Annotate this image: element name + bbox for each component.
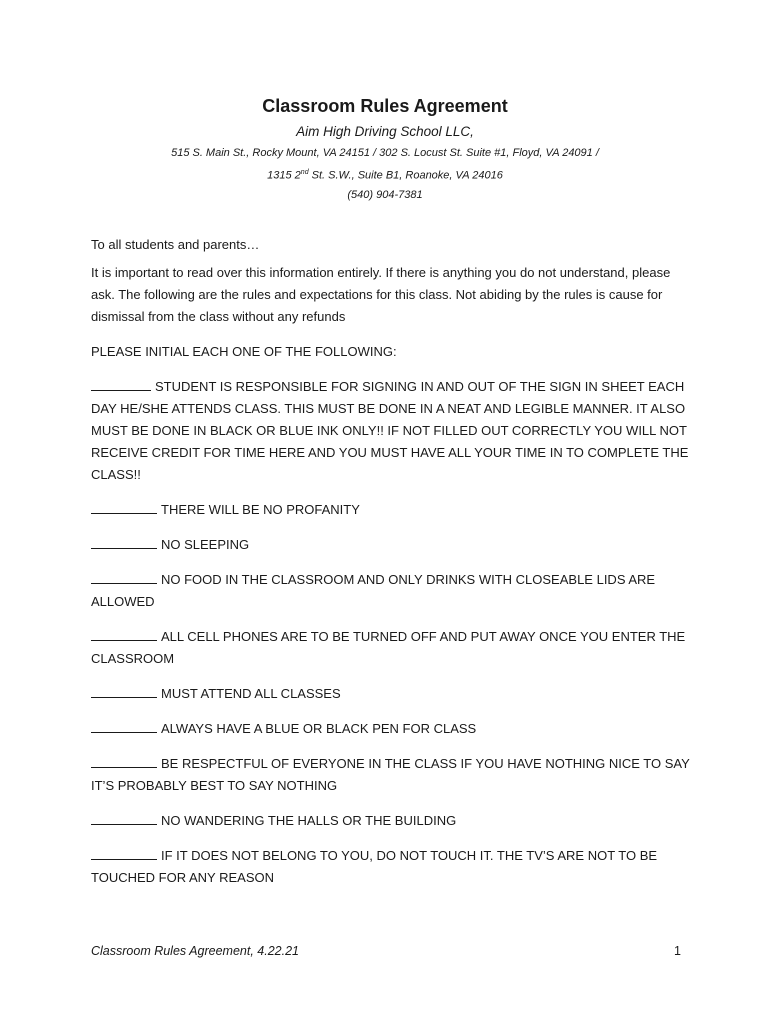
rule-item-cell-phones bbox=[91, 626, 691, 670]
initial-blank[interactable] bbox=[91, 812, 157, 825]
document-header bbox=[0, 94, 770, 205]
rule-item-profanity bbox=[91, 499, 691, 521]
intro-paragraph: It is important to read over this information entirely. If there is anything you do not understand, please ask. The following are the rules and expectations for this class. Not abiding by the rules is cause for dismissal from the class without any refunds bbox=[91, 265, 671, 324]
rule-text: NO WANDERING THE HALLS OR THE BUILDING bbox=[161, 813, 457, 828]
address-line-2 bbox=[0, 163, 770, 186]
page-number: 1 bbox=[674, 944, 681, 958]
page-footer bbox=[91, 942, 681, 960]
rule-text: IF IT DOES NOT BELONG TO YOU, DO NOT TOUCH IT. THE TV’S ARE NOT TO BE TOUCHED FOR ANY REASON bbox=[91, 848, 658, 885]
rule-text: NO FOOD IN THE CLASSROOM AND ONLY DRINKS WITH CLOSEABLE LIDS ARE ALLOWED bbox=[91, 572, 656, 609]
document-body bbox=[91, 234, 691, 902]
rule-item-sign-in bbox=[91, 376, 691, 486]
greeting: To all students and parents… bbox=[91, 237, 260, 252]
address-line-1: 515 S. Main St., Rocky Mount, VA 24151 / 302 S. Locust St. Suite #1, Floyd, VA 24091 / bbox=[171, 147, 599, 159]
school-name: Aim High Driving School LLC, bbox=[296, 124, 474, 139]
rule-item-sleeping bbox=[91, 534, 691, 556]
initial-blank[interactable] bbox=[91, 847, 157, 860]
initial-blank[interactable] bbox=[91, 571, 157, 584]
initial-blank[interactable] bbox=[91, 685, 157, 698]
rule-text: NO SLEEPING bbox=[161, 537, 250, 552]
rule-text: STUDENT IS RESPONSIBLE FOR SIGNING IN AND OUT OF THE SIGN IN SHEET EACH DAY HE/SHE ATTENDS CLASS. THIS MUST BE DONE IN A NEAT AND LEGIBLE MANNER. IT ALSO MUST BE DONE IN BLACK OR BLUE INK ONLY!! IF NOT FILLED OUT CORRECTLY YOU WILL NOT RECEIVE CREDIT FOR TIME HERE AND YOU MUST HAVE ALL YOUR TIME IN TO COMPLETE THE CLASS!! bbox=[91, 379, 689, 482]
initial-instruction: PLEASE INITIAL EACH ONE OF THE FOLLOWING: bbox=[91, 344, 397, 359]
rule-text: THERE WILL BE NO PROFANITY bbox=[161, 502, 360, 517]
initial-blank[interactable] bbox=[91, 501, 157, 514]
rule-text: BE RESPECTFUL OF EVERYONE IN THE CLASS IF YOU HAVE NOTHING NICE TO SAY IT’S PROBABLY BEST TO SAY NOTHING bbox=[91, 756, 690, 793]
rule-item-food bbox=[91, 569, 691, 613]
footer-document-name: Classroom Rules Agreement, 4.22.21 bbox=[91, 944, 299, 958]
initial-blank[interactable] bbox=[91, 755, 157, 768]
address-line-2-end: St. S.W., Suite B1, Roanoke, VA 24016 bbox=[308, 169, 503, 182]
rule-text: ALWAYS HAVE A BLUE OR BLACK PEN FOR CLASS bbox=[161, 721, 477, 736]
initial-blank[interactable] bbox=[91, 378, 151, 391]
rule-item-property bbox=[91, 845, 691, 889]
rule-item-respect bbox=[91, 753, 691, 797]
phone-number: (540) 904-7381 bbox=[347, 188, 423, 201]
rule-text: ALL CELL PHONES ARE TO BE TURNED OFF AND PUT AWAY ONCE YOU ENTER THE CLASSROOM bbox=[91, 629, 686, 666]
address-line-2-ordinal: nd bbox=[300, 169, 309, 176]
initial-blank[interactable] bbox=[91, 720, 157, 733]
address-line-2-start: 1315 2 bbox=[267, 169, 301, 182]
document-title: Classroom Rules Agreement bbox=[262, 96, 508, 116]
rule-item-pen bbox=[91, 718, 691, 740]
initial-blank[interactable] bbox=[91, 628, 157, 641]
rule-text: MUST ATTEND ALL CLASSES bbox=[161, 686, 341, 701]
initial-blank[interactable] bbox=[91, 536, 157, 549]
rule-item-wandering bbox=[91, 810, 691, 832]
rule-item-attendance bbox=[91, 683, 691, 705]
